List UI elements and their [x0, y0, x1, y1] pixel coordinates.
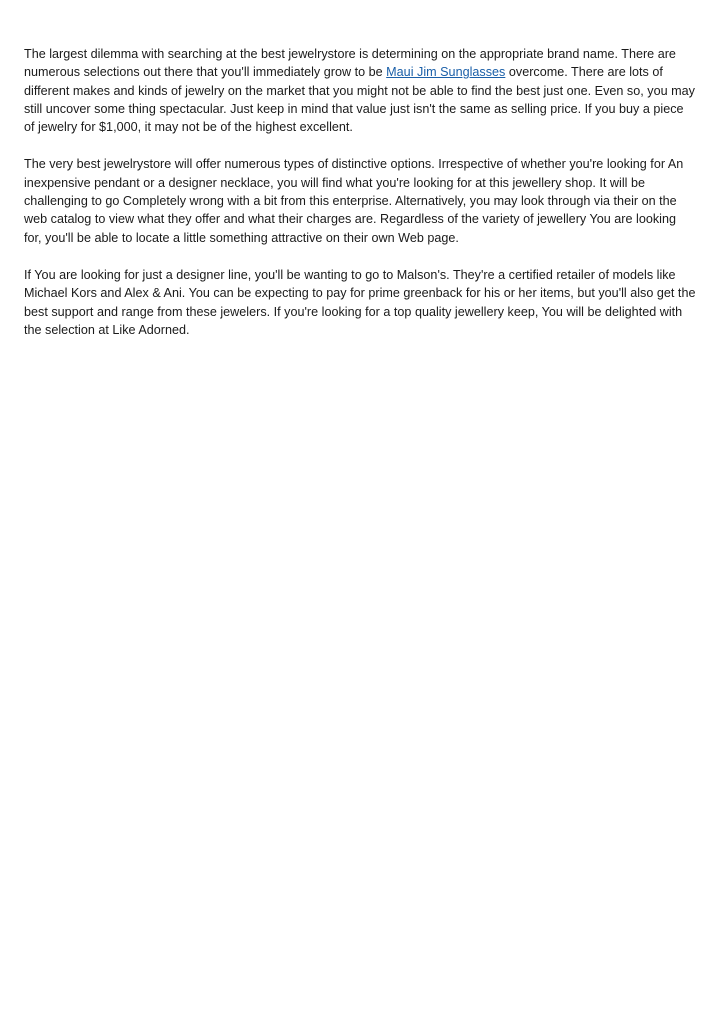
- paragraph-1: [24, 45, 696, 136]
- paragraph-1-text-start: The largest dilemma with searching at the best jewelrystore is determining on the appropriate brand name. There are numerous selections out there that you'll immediately grow to be: [24, 47, 676, 80]
- maui-jim-sunglasses-link[interactable]: Maui Jim Sunglasses: [386, 65, 506, 80]
- paragraph-2: The very best jewelrystore will offer numerous types of distinctive options. Irrespective of whether you're looking for An inexpensive pendant or a designer necklace, you will find what you're looking for at this jewellery shop. It will be challenging to go Completely wrong with a bit from this enterprise. Alternatively, you may look through via their on the web catalog to view what they offer and what their charges are. Regardless of the variety of jewellery You are looking for, you'll be able to locate a little something attractive on their own Web page.: [24, 157, 684, 245]
- paragraph-1-text-end: overcome. There are lots of different makes and kinds of jewelry on the market that you might not be able to find the best just one. Even so, you may still uncover some thing spectacular. Just keep in mind that value just isn't the same as selling price. If you buy a piece of jewelry for $1,000, it may not be of the highest excellent.: [24, 65, 695, 135]
- paragraph-3: If You are looking for just a designer line, you'll be wanting to go to Malson's. They're a certified retailer of models like Michael Kors and Alex & Ani. You can be expecting to pay for prime greenback for his or her items, but you'll also get the best support and range from these jewelers. If you're looking for a top quality jewellery keep, You will be delighted with the selection at Like Adorned.: [24, 267, 696, 337]
